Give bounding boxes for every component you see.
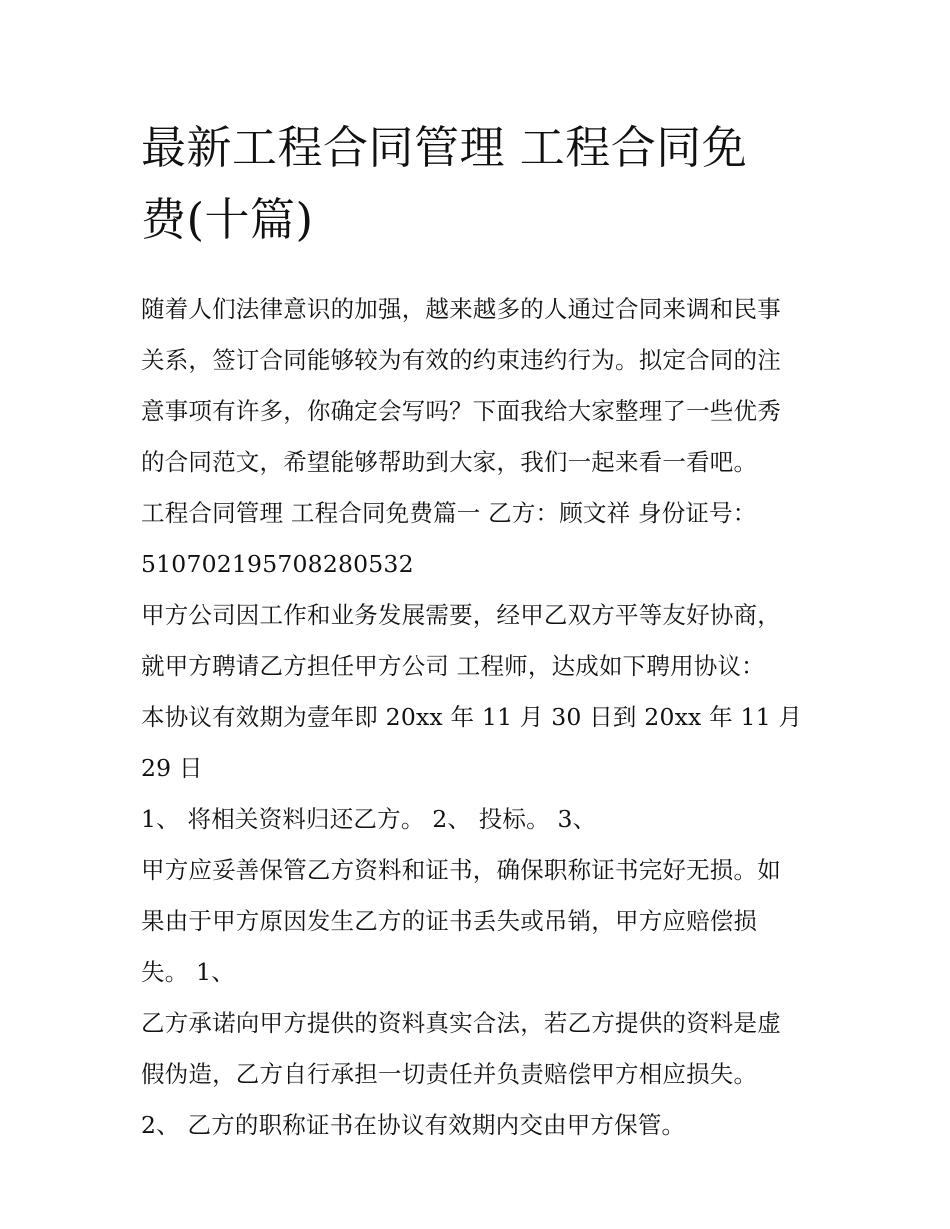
body-line-4: 的合同范文，希望能够帮助到大家，我们一起来看一看吧。 (141, 448, 758, 476)
body-line-12: 果由于甲方原因发生乙方的证书丢失或吊销，甲方应赔偿损 (141, 907, 758, 935)
body-line-10: 1、 将相关资料归还乙方。 2、 投标。 3、 (141, 805, 597, 833)
body-line-14: 乙方承诺向甲方提供的资料真实合法，若乙方提供的资料是虚 (141, 1009, 781, 1037)
body-line-15: 假伪造，乙方自行承担一切责任并负责赔偿甲方相应损失。 (141, 1060, 758, 1088)
body-line-1: 随着人们法律意识的加强，越来越多的人通过合同来调和民事 (141, 295, 781, 323)
document-title (141, 112, 821, 256)
body-line-8: 就甲方聘请乙方担任甲方公司 工程师，达成如下聘用协议： (141, 652, 765, 680)
document-body (141, 284, 821, 1151)
body-line-2: 关系，签订合同能够较为有效的约束违约行为。拟定合同的注 (141, 346, 781, 374)
body-line-3: 意事项有许多，你确定会写吗？下面我给大家整理了一些优秀 (141, 397, 781, 425)
body-line-13: 失。 1、 (141, 958, 235, 986)
body-line-7: 甲方公司因工作和业务发展需要，经甲乙双方平等友好协商， (141, 601, 781, 629)
body-line-6: 510702195708280532 (141, 550, 414, 578)
document-page (141, 112, 821, 1151)
title-line-1: 最新工程合同管理 工程合同免 (141, 121, 748, 174)
body-line-5: 工程合同管理 工程合同免费篇一 乙方：顾文祥 身份证号： (141, 499, 757, 527)
body-line-11: 甲方应妥善保管乙方资料和证书，确保职称证书完好无损。如 (141, 856, 781, 884)
body-line-16: 2、 乙方的职称证书在协议有效期内交由甲方保管。 (141, 1111, 686, 1139)
title-line-2: 费(十篇) (141, 193, 314, 246)
body-line-9: 本协议有效期为壹年即 20xx 年 11 月 30 日到 20xx 年 11 月 29 日 (141, 703, 810, 782)
